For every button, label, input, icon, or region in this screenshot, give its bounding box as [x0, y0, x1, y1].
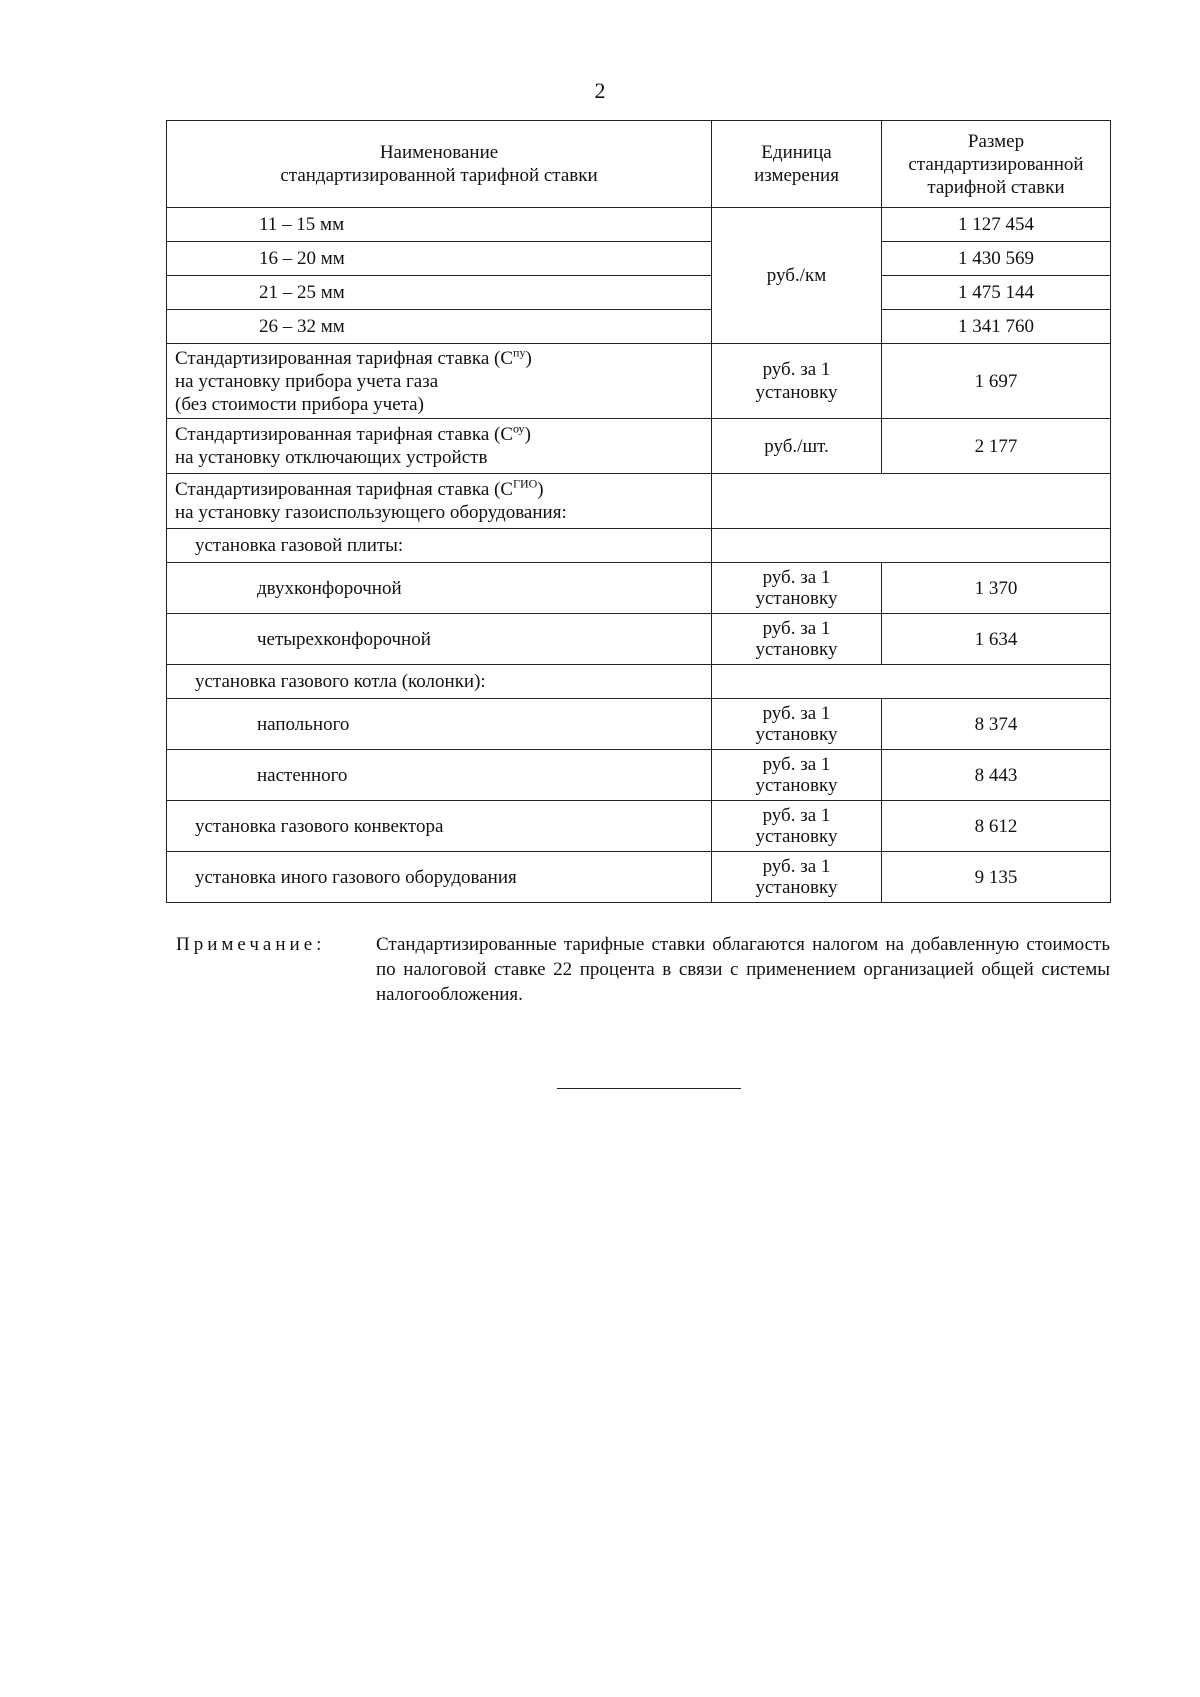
diameter-value: 1 127 454 — [882, 208, 1111, 242]
item-value: 9 135 — [882, 852, 1111, 903]
item-unit-line2: установку — [755, 877, 838, 898]
item-unit-line2: установку — [755, 724, 838, 745]
item-unit-line2: установку — [755, 639, 838, 660]
item-label: установка иного газового оборудования — [167, 852, 712, 903]
table-row — [167, 801, 1111, 852]
diameter-value: 1 430 569 — [882, 242, 1111, 276]
table-row-stove-section — [167, 529, 1111, 563]
gio-name — [167, 474, 712, 529]
item-label: установка газового конвектора — [167, 801, 712, 852]
diameter-label: 11 – 15 мм — [167, 208, 712, 242]
item-label: напольного — [167, 699, 712, 750]
note-label: Примечание: — [176, 934, 326, 955]
table-row — [167, 310, 1111, 344]
item-label: двухконфорочной — [167, 563, 712, 614]
meter-name-close: ) — [525, 347, 532, 369]
header-size — [882, 121, 1111, 208]
diameter-label: 16 – 20 мм — [167, 242, 712, 276]
item-unit-line1: руб. за 1 — [762, 856, 831, 877]
diameter-label: 26 – 32 мм — [167, 310, 712, 344]
stove-section-label: установка газовой плиты: — [167, 529, 712, 563]
item-value: 1 634 — [882, 614, 1111, 665]
item-unit-line1: руб. за 1 — [762, 805, 831, 826]
shutoff-name-line2: на установку отключающих устройств — [175, 447, 488, 468]
item-unit-line2: установку — [755, 775, 838, 796]
header-size-line2: стандартизированной — [908, 153, 1084, 175]
item-unit-line1: руб. за 1 — [762, 754, 831, 775]
table-row — [167, 750, 1111, 801]
item-value: 8 612 — [882, 801, 1111, 852]
empty-cell — [712, 665, 1111, 699]
item-unit — [712, 801, 882, 852]
table-row-shutoff — [167, 419, 1111, 474]
table-row — [167, 563, 1111, 614]
gio-name-line2: на установку газоиспользующего оборудования: — [175, 502, 567, 523]
header-unit-line1: Единица — [761, 142, 832, 163]
tariff-table — [166, 120, 1111, 903]
table-row — [167, 852, 1111, 903]
item-value: 8 374 — [882, 699, 1111, 750]
page-number: 2 — [594, 78, 606, 103]
table-row — [167, 208, 1111, 242]
item-unit-line1: руб. за 1 — [762, 618, 831, 639]
item-unit — [712, 750, 882, 801]
item-unit — [712, 699, 882, 750]
table-row — [167, 242, 1111, 276]
shutoff-name — [167, 419, 712, 474]
item-unit — [712, 852, 882, 903]
table-row — [167, 699, 1111, 750]
table-row — [167, 276, 1111, 310]
empty-cell — [712, 529, 1111, 563]
item-label: настенного — [167, 750, 712, 801]
shutoff-value: 2 177 — [882, 419, 1111, 474]
empty-cell — [712, 474, 1111, 529]
header-size-line3: тарифной ставки — [927, 176, 1065, 198]
table-row-gio — [167, 474, 1111, 529]
gio-sup: ГИО — [513, 476, 538, 491]
table-row — [167, 614, 1111, 665]
meter-sup: пу — [513, 345, 526, 360]
item-unit-line1: руб. за 1 — [762, 703, 831, 724]
header-name-line1: Наименование — [379, 142, 499, 163]
shutoff-name-line1: Стандартизированная тарифная ставка (С — [175, 424, 514, 445]
table-row-meter — [167, 344, 1111, 419]
shutoff-sup: оу — [513, 421, 525, 436]
item-unit-line2: установку — [755, 826, 838, 847]
meter-name-line3: (без стоимости прибора учета) — [175, 393, 424, 415]
end-rule — [557, 1088, 741, 1089]
header-size-line1: Размер — [967, 130, 1025, 152]
meter-unit-line2: установку — [755, 382, 838, 403]
diameter-unit: руб./км — [712, 208, 882, 344]
item-label: четырехконфорочной — [167, 614, 712, 665]
diameter-label: 21 – 25 мм — [167, 276, 712, 310]
diameter-value: 1 341 760 — [882, 310, 1111, 344]
item-unit-line2: установку — [755, 588, 838, 609]
gio-name-line1: Стандартизированная тарифная ставка (С — [175, 479, 514, 500]
item-unit — [712, 614, 882, 665]
header-name — [167, 121, 712, 208]
meter-name-line2: на установку прибора учета газа — [175, 370, 439, 392]
shutoff-name-close: ) — [524, 424, 531, 445]
shutoff-unit: руб./шт. — [712, 419, 882, 474]
meter-name-line1: Стандартизированная тарифная ставка (С — [175, 347, 514, 369]
item-unit-line1: руб. за 1 — [762, 567, 831, 588]
gio-name-close: ) — [537, 479, 544, 500]
boiler-section-label: установка газового котла (колонки): — [167, 665, 712, 699]
meter-unit — [712, 344, 882, 419]
item-value: 8 443 — [882, 750, 1111, 801]
diameter-value: 1 475 144 — [882, 276, 1111, 310]
header-unit-line2: измерения — [754, 165, 839, 186]
meter-unit-line1: руб. за 1 — [762, 359, 831, 380]
header-name-line2: стандартизированной тарифной ставки — [280, 165, 598, 186]
item-unit — [712, 563, 882, 614]
note-text: Стандартизированные тарифные ставки облагаются налогом на добавленную стоимость по налоговой ставке 22 процента в связи с применением организацией общей системы налогообложения. — [376, 934, 1110, 1005]
meter-value: 1 697 — [882, 344, 1111, 419]
header-unit — [712, 121, 882, 208]
item-value: 1 370 — [882, 563, 1111, 614]
meter-name — [167, 344, 712, 419]
table-header-row — [167, 121, 1111, 208]
table-row-boiler-section — [167, 665, 1111, 699]
